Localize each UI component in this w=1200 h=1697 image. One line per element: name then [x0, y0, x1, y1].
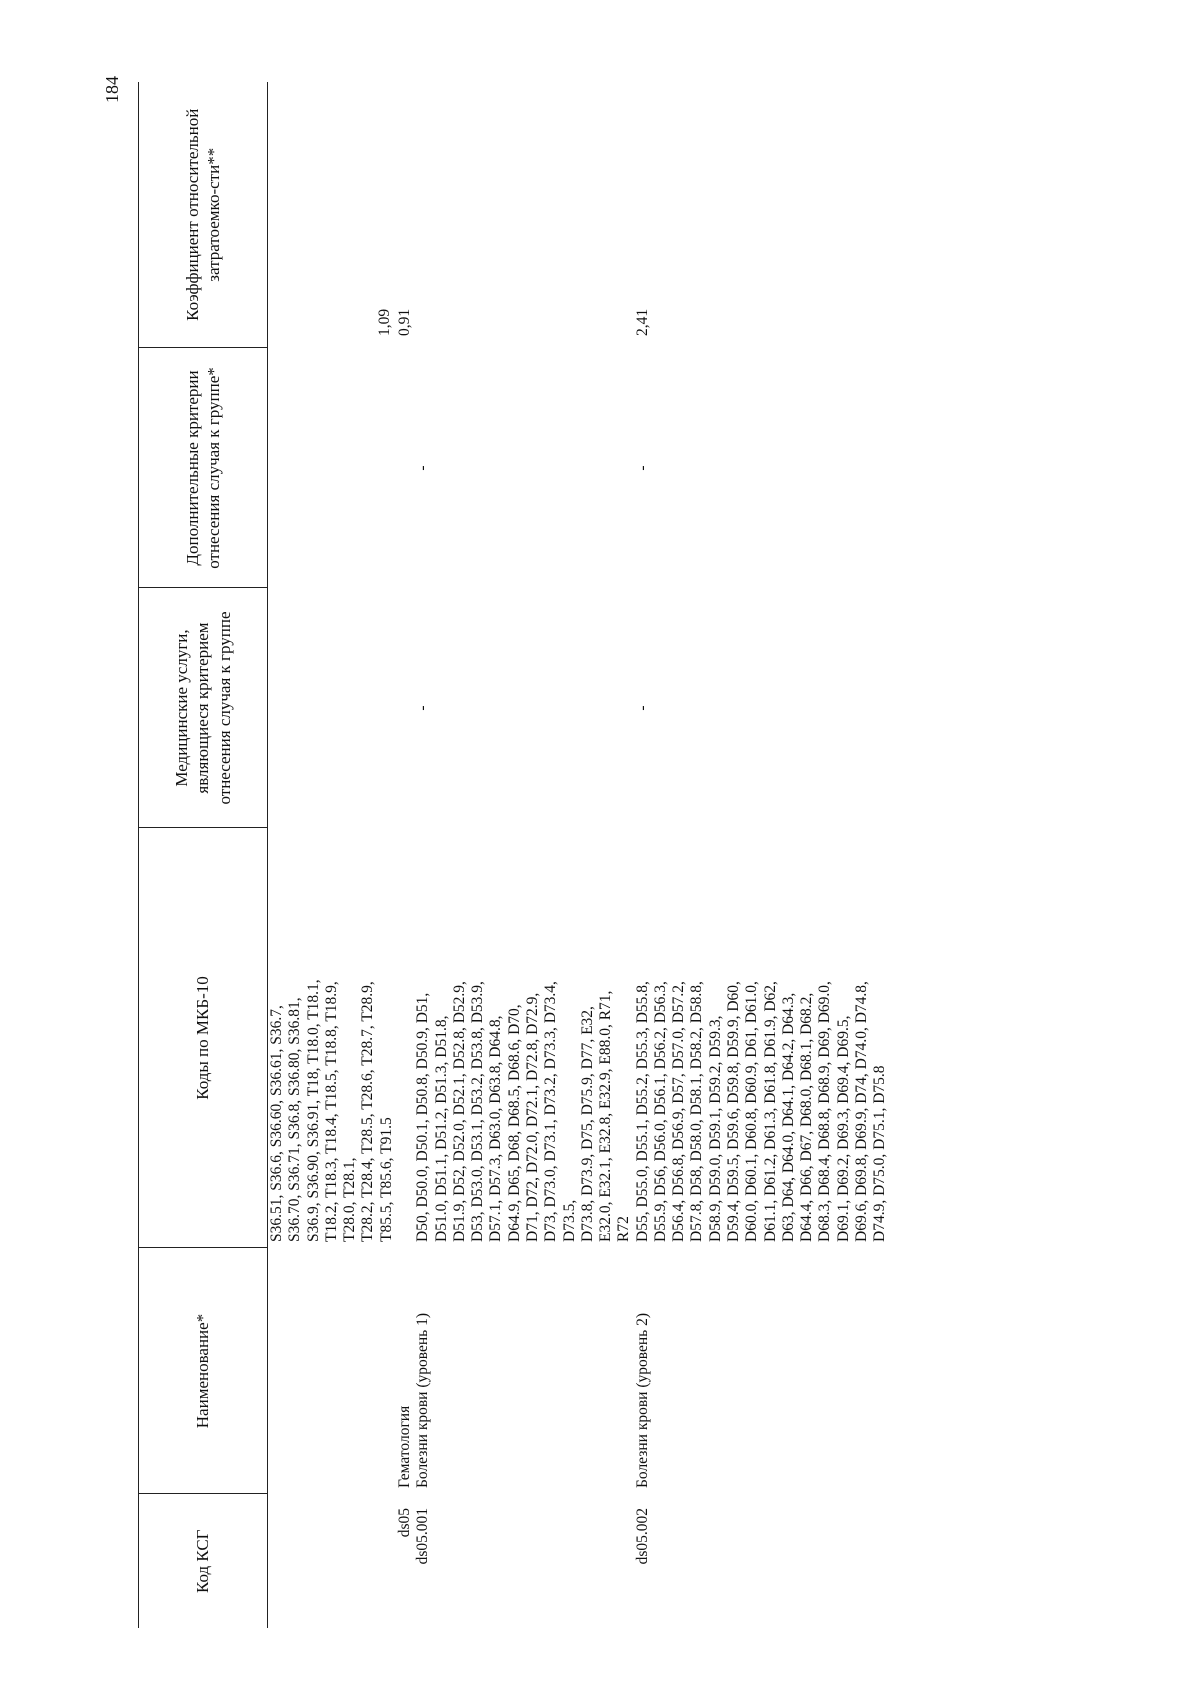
kcg-table: [138, 82, 890, 1628]
header-criteria: Дополнительные критерии отнесения случая к группе*: [139, 348, 268, 588]
group-code: ds05.002: [633, 1508, 651, 1565]
icd-line: S36.9, S36.90, S36.91, T18, T18.0, T18.1,: [304, 979, 322, 1242]
icd-line: D60.0, D60.1, D60.8, D60.9, D61, D61.0,: [743, 981, 761, 1242]
icd-line: D68.3, D68.4, D68.8, D68.9, D69, D69.0,: [816, 981, 834, 1242]
icd-line: D58.9, D59.0, D59.1, D59.2, D59.3,: [706, 1015, 724, 1242]
continuation-coef: 1,09: [376, 308, 393, 336]
icd-line: D64.9, D65, D68, D68.5, D68.6, D70,: [505, 1004, 523, 1242]
icd-line: D69.1, D69.2, D69.3, D69.4, D69.5,: [834, 1015, 852, 1242]
header-services: Медицинские услуги, являющиеся критерием отнесения случая к группе: [139, 588, 268, 828]
icd-line: D73, D73.0, D73.1, D73.2, D73.3, D73.4,: [542, 981, 560, 1242]
icd-line: T28.2, T28.4, T28.5, T28.6, T28.7, T28.9,: [359, 981, 377, 1242]
icd-line: D61.1, D61.2, D61.3, D61.8, D61.9, D62,: [761, 981, 779, 1242]
icd-line: S36.51, S36.6, S36.60, S36.61, S36.7,: [268, 1005, 285, 1242]
group-coef: [414, 82, 633, 348]
icd-line: D63, D64, D64.0, D64.1, D64.2, D64.3,: [779, 992, 797, 1242]
icd-line: T28.0, T28.1,: [341, 1157, 359, 1242]
group-icd-codes: [414, 828, 633, 1248]
group-name: Болезни крови (уровень 1): [414, 1312, 432, 1488]
icd-line: D73.5,: [560, 1199, 578, 1242]
group-criteria: -: [633, 465, 651, 471]
icd-line: D73.8, D73.9, D75, D75.9, D77, E32,: [578, 1006, 596, 1242]
section-code: ds05: [395, 1508, 413, 1538]
icd-line: D50, D50.0, D50.1, D50.8, D50.9, D51,: [414, 992, 432, 1242]
group-name: Болезни крови (уровень 2): [633, 1312, 651, 1488]
icd-line: E32.0, E32.1, E32.8, E32.9, E88.0, R71,: [597, 990, 615, 1242]
icd-line: D71, D72, D72.0, D72.1, D72.8, D72.9,: [523, 992, 541, 1242]
group-services: -: [414, 705, 432, 711]
icd-line: D74.9, D75.0, D75.1, D75.8: [871, 1065, 889, 1242]
header-icd: Коды по МКБ-10: [139, 828, 268, 1248]
section-row: [396, 82, 414, 1628]
section-coef: 0,91: [395, 308, 413, 336]
table-header: [139, 82, 268, 1628]
icd-line: D69.6, D69.8, D69.9, D74, D74.0, D74.8,: [853, 981, 870, 1242]
page-number: 184: [102, 76, 122, 103]
icd-line: D56.4, D56.8, D56.9, D57, D57.0, D57.2,: [670, 981, 688, 1242]
icd-line: D53, D53.0, D53.1, D53.2, D53.8, D53.9,: [469, 981, 487, 1242]
continuation-row: [268, 82, 396, 1628]
icd-line: D55, D55.0, D55.1, D55.2, D55.3, D55.8,: [633, 981, 651, 1242]
header-row: [139, 82, 268, 1628]
icd-line: D55.9, D56, D56.0, D56.1, D56.2, D56.3,: [651, 981, 669, 1242]
header-name: Наименование*: [139, 1248, 268, 1494]
icd-line: D64.4, D66, D67, D68.0, D68.1, D68.2,: [798, 992, 816, 1242]
header-coef: Коэффициент относительной затратоемко-сти**: [139, 82, 268, 348]
group-services: -: [633, 705, 651, 711]
icd-line: D51.9, D52, D52.0, D52.1, D52.8, D52.9,: [450, 981, 468, 1242]
table-row: [414, 82, 633, 1628]
continuation-icd-codes: [268, 828, 396, 1248]
header-code: Код КСГ: [139, 1494, 268, 1628]
group-icd-codes: [634, 828, 890, 1248]
icd-line: D57.1, D57.3, D63.0, D63.8, D64.8,: [487, 1015, 505, 1242]
icd-line: T85.5, T85.6, T91.5: [377, 1117, 395, 1242]
group-code: ds05.001: [414, 1508, 432, 1565]
icd-line: R72: [615, 1216, 633, 1242]
document-page: [100, 68, 1100, 1628]
icd-line: T18.2, T18.3, T18.4, T18.5, T18.8, T18.9,: [322, 981, 340, 1242]
group-coef: 2,41: [633, 308, 651, 336]
table-row: [634, 82, 890, 1628]
icd-line: S36.70, S36.71, S36.8, S36.80, S36.81,: [286, 997, 304, 1242]
icd-line: D59.4, D59.5, D59.6, D59.8, D59.9, D60,: [725, 981, 743, 1242]
section-name: Гематология: [395, 1405, 413, 1488]
group-criteria: -: [414, 465, 432, 471]
icd-line: D57.8, D58, D58.0, D58.1, D58.2, D58.8,: [688, 981, 706, 1242]
icd-line: D51.0, D51.1, D51.2, D51.3, D51.8,: [432, 1015, 450, 1242]
